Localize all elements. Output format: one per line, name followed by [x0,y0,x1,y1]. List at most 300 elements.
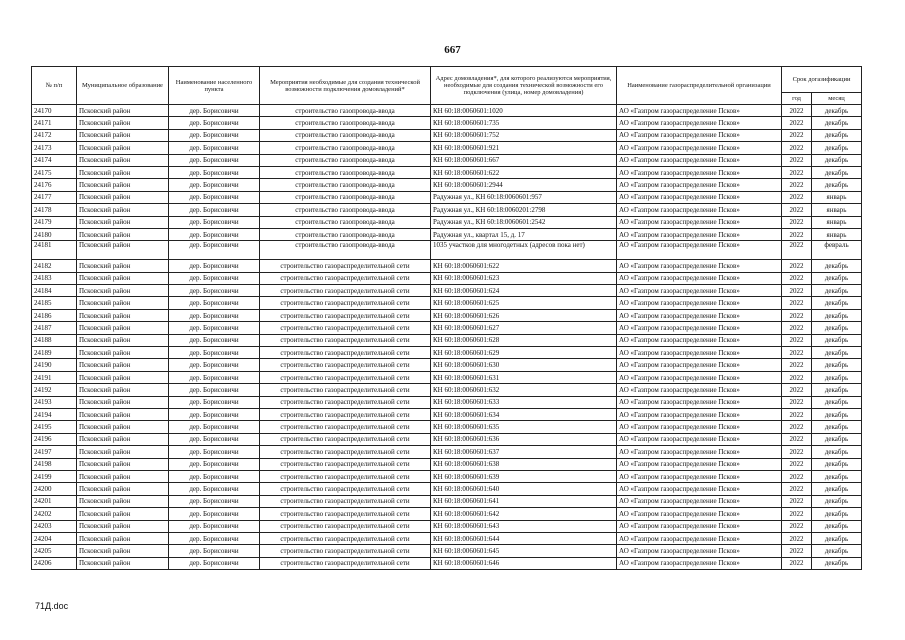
cell-address: КН 60:18:0060601:645 [431,545,617,557]
cell-municipality: Псковский район [77,117,169,129]
cell-settlement: дер. Борисовичи [169,142,260,154]
cell-month: декабрь [812,297,862,309]
cell-year: 2022 [782,260,812,272]
cell-month: декабрь [812,105,862,117]
cell-settlement: дер. Борисовичи [169,179,260,191]
cell-measure: строительство газораспределительной сети [260,285,431,297]
table-row [32,228,862,240]
cell-measure: строительство газораспределительной сети [260,495,431,507]
cell-municipality: Псковский район [77,495,169,507]
cell-num: 24203 [32,520,77,532]
cell-settlement: дер. Борисовичи [169,359,260,371]
cell-measure: строительство газораспределительной сети [260,322,431,334]
cell-year: 2022 [782,129,812,141]
cell-settlement: дер. Борисовичи [169,433,260,445]
cell-year: 2022 [782,241,812,260]
cell-month: декабрь [812,470,862,482]
table-row [32,347,862,359]
cell-address: КН 60:18:0060601:625 [431,297,617,309]
cell-settlement: дер. Борисовичи [169,166,260,178]
table-row [32,545,862,557]
cell-municipality: Псковский район [77,334,169,346]
cell-measure: строительство газораспределительной сети [260,470,431,482]
cell-measure: строительство газопровода-ввода [260,216,431,228]
cell-month: декабрь [812,260,862,272]
cell-municipality: Псковский район [77,154,169,166]
cell-municipality: Псковский район [77,483,169,495]
cell-organization: АО «Газпром газораспределение Псков» [617,216,782,228]
cell-organization: АО «Газпром газораспределение Псков» [617,322,782,334]
cell-settlement: дер. Борисовичи [169,421,260,433]
table-row [32,179,862,191]
cell-measure: строительство газораспределительной сети [260,433,431,445]
cell-num: 24192 [32,384,77,396]
cell-organization: АО «Газпром газораспределение Псков» [617,495,782,507]
cell-year: 2022 [782,117,812,129]
cell-settlement: дер. Борисовичи [169,297,260,309]
cell-measure: строительство газораспределительной сети [260,371,431,383]
cell-num: 24202 [32,508,77,520]
cell-num: 24174 [32,154,77,166]
cell-settlement: дер. Борисовичи [169,272,260,284]
cell-settlement: дер. Борисовичи [169,228,260,240]
cell-num: 24201 [32,495,77,507]
cell-address: КН 60:18:0060601:735 [431,117,617,129]
cell-measure: строительство газораспределительной сети [260,446,431,458]
table-row [32,272,862,284]
cell-municipality: Псковский район [77,408,169,420]
cell-num: 24176 [32,179,77,191]
cell-municipality: Псковский район [77,129,169,141]
cell-municipality: Псковский район [77,359,169,371]
cell-num: 24191 [32,371,77,383]
table-row [32,309,862,321]
cell-year: 2022 [782,322,812,334]
cell-month: декабрь [812,322,862,334]
header-organization: Наименование газораспределительной организации [617,67,782,105]
cell-organization: АО «Газпром газораспределение Псков» [617,204,782,216]
cell-measure: строительство газораспределительной сети [260,297,431,309]
cell-year: 2022 [782,142,812,154]
cell-organization: АО «Газпром газораспределение Псков» [617,557,782,569]
header-measures: Мероприятия необходимые для создания технической возможности подключения домовладений* [260,67,431,105]
cell-organization: АО «Газпром газораспределение Псков» [617,458,782,470]
cell-organization: АО «Газпром газораспределение Псков» [617,396,782,408]
cell-year: 2022 [782,228,812,240]
cell-municipality: Псковский район [77,446,169,458]
header-month: месяц [812,93,862,105]
cell-address: КН 60:18:0060601:642 [431,508,617,520]
cell-measure: строительство газопровода-ввода [260,191,431,203]
cell-num: 24170 [32,105,77,117]
table-row [32,241,862,260]
cell-address: КН 60:18:0060601:638 [431,458,617,470]
header-num: № п/п [32,67,77,105]
cell-municipality: Псковский район [77,458,169,470]
cell-month: декабрь [812,272,862,284]
cell-month: февраль [812,241,862,260]
cell-address: Радужная ул., КН 60:18:0060201:2798 [431,204,617,216]
cell-num: 24178 [32,204,77,216]
table-row [32,154,862,166]
header-year: год [782,93,812,105]
cell-num: 24194 [32,408,77,420]
cell-year: 2022 [782,384,812,396]
cell-organization: АО «Газпром газораспределение Псков» [617,241,782,260]
cell-organization: АО «Газпром газораспределение Псков» [617,446,782,458]
cell-num: 24182 [32,260,77,272]
cell-month: январь [812,216,862,228]
cell-measure: строительство газораспределительной сети [260,458,431,470]
cell-organization: АО «Газпром газораспределение Псков» [617,433,782,445]
cell-num: 24187 [32,322,77,334]
cell-address: КН 60:18:0060601:644 [431,532,617,544]
table-body [32,105,862,570]
cell-organization: АО «Газпром газораспределение Псков» [617,272,782,284]
cell-address: КН 60:18:0060601:632 [431,384,617,396]
cell-month: декабрь [812,433,862,445]
cell-organization: АО «Газпром газораспределение Псков» [617,334,782,346]
table-row [32,334,862,346]
header-address: Адрес домовладения*, для которого реализуются мероприятия, необходимые для создания технической возможности его подключения (улица, номер домовладения) [431,67,617,105]
cell-address: КН 60:18:0060601:1020 [431,105,617,117]
cell-num: 24206 [32,557,77,569]
cell-organization: АО «Газпром газораспределение Псков» [617,371,782,383]
table-row [32,322,862,334]
cell-measure: строительство газопровода-ввода [260,204,431,216]
table-row [32,142,862,154]
cell-num: 24177 [32,191,77,203]
cell-settlement: дер. Борисовичи [169,458,260,470]
cell-municipality: Псковский район [77,347,169,359]
cell-num: 24181 [32,241,77,260]
cell-address: КН 60:18:0060601:633 [431,396,617,408]
cell-month: декабрь [812,117,862,129]
cell-municipality: Псковский район [77,520,169,532]
cell-month: декабрь [812,334,862,346]
table-row [32,520,862,532]
cell-measure: строительство газораспределительной сети [260,532,431,544]
cell-measure: строительство газопровода-ввода [260,129,431,141]
cell-year: 2022 [782,204,812,216]
cell-num: 24171 [32,117,77,129]
cell-organization: АО «Газпром газораспределение Псков» [617,166,782,178]
cell-num: 24188 [32,334,77,346]
cell-settlement: дер. Борисовичи [169,204,260,216]
cell-organization: АО «Газпром газораспределение Псков» [617,285,782,297]
cell-organization: АО «Газпром газораспределение Псков» [617,228,782,240]
cell-organization: АО «Газпром газораспределение Псков» [617,309,782,321]
cell-month: декабрь [812,508,862,520]
table-row [32,260,862,272]
cell-month: декабрь [812,347,862,359]
cell-municipality: Псковский район [77,241,169,260]
cell-municipality: Псковский район [77,508,169,520]
cell-address: КН 60:18:0060601:629 [431,347,617,359]
cell-num: 24197 [32,446,77,458]
table-row [32,371,862,383]
cell-settlement: дер. Борисовичи [169,191,260,203]
cell-year: 2022 [782,458,812,470]
table-row [32,297,862,309]
cell-settlement: дер. Борисовичи [169,129,260,141]
cell-year: 2022 [782,396,812,408]
cell-month: декабрь [812,421,862,433]
cell-month: декабрь [812,458,862,470]
cell-measure: строительство газораспределительной сети [260,408,431,420]
cell-measure: строительство газораспределительной сети [260,334,431,346]
cell-municipality: Псковский район [77,260,169,272]
cell-month: декабрь [812,129,862,141]
cell-settlement: дер. Борисовичи [169,117,260,129]
cell-municipality: Псковский район [77,166,169,178]
table-row [32,166,862,178]
cell-address: КН 60:18:0060601:624 [431,285,617,297]
gasification-table [31,66,862,570]
table-row [32,557,862,569]
cell-organization: АО «Газпром газораспределение Псков» [617,142,782,154]
cell-settlement: дер. Борисовичи [169,260,260,272]
table-row [32,396,862,408]
cell-measure: строительство газопровода-ввода [260,154,431,166]
cell-num: 24195 [32,421,77,433]
cell-num: 24175 [32,166,77,178]
header-municipality: Муниципальное образование [77,67,169,105]
cell-settlement: дер. Борисовичи [169,483,260,495]
table-row [32,495,862,507]
cell-measure: строительство газораспределительной сети [260,545,431,557]
cell-municipality: Псковский район [77,228,169,240]
cell-month: декабрь [812,495,862,507]
table-header [32,67,862,105]
table-row [32,129,862,141]
cell-year: 2022 [782,470,812,482]
cell-year: 2022 [782,408,812,420]
cell-month: январь [812,228,862,240]
cell-organization: АО «Газпром газораспределение Псков» [617,105,782,117]
cell-settlement: дер. Борисовичи [169,371,260,383]
cell-municipality: Псковский район [77,322,169,334]
cell-measure: строительство газораспределительной сети [260,359,431,371]
cell-num: 24205 [32,545,77,557]
cell-organization: АО «Газпром газораспределение Псков» [617,179,782,191]
cell-address: КН 60:18:0060601:641 [431,495,617,507]
cell-settlement: дер. Борисовичи [169,470,260,482]
cell-month: декабрь [812,285,862,297]
cell-municipality: Псковский район [77,371,169,383]
cell-organization: АО «Газпром газораспределение Псков» [617,347,782,359]
cell-num: 24186 [32,309,77,321]
table-row [32,458,862,470]
cell-measure: строительство газораспределительной сети [260,272,431,284]
cell-num: 24204 [32,532,77,544]
cell-municipality: Псковский район [77,105,169,117]
cell-settlement: дер. Борисовичи [169,216,260,228]
cell-address: Радужная ул., КН 60:18:0060601:957 [431,191,617,203]
cell-address: КН 60:18:0060601:752 [431,129,617,141]
cell-year: 2022 [782,371,812,383]
cell-year: 2022 [782,359,812,371]
cell-num: 24199 [32,470,77,482]
cell-organization: АО «Газпром газораспределение Псков» [617,545,782,557]
cell-num: 24173 [32,142,77,154]
cell-settlement: дер. Борисовичи [169,322,260,334]
cell-month: декабрь [812,520,862,532]
cell-municipality: Псковский район [77,396,169,408]
cell-settlement: дер. Борисовичи [169,241,260,260]
cell-month: декабрь [812,142,862,154]
cell-settlement: дер. Борисовичи [169,309,260,321]
cell-address: КН 60:18:0060601:627 [431,322,617,334]
cell-address: КН 60:18:0060601:643 [431,520,617,532]
table-row [32,105,862,117]
footer-filename: 71Д.doc [35,601,69,611]
cell-month: декабрь [812,371,862,383]
cell-num: 24193 [32,396,77,408]
cell-measure: строительство газораспределительной сети [260,557,431,569]
cell-settlement: дер. Борисовичи [169,396,260,408]
cell-month: декабрь [812,545,862,557]
cell-address: КН 60:18:0060601:631 [431,371,617,383]
cell-month: декабрь [812,179,862,191]
cell-organization: АО «Газпром газораспределение Псков» [617,408,782,420]
cell-municipality: Псковский район [77,142,169,154]
table-row [32,204,862,216]
cell-address: КН 60:18:0060601:623 [431,272,617,284]
cell-num: 24180 [32,228,77,240]
cell-organization: АО «Газпром газораспределение Псков» [617,297,782,309]
cell-municipality: Псковский район [77,191,169,203]
cell-month: январь [812,204,862,216]
cell-num: 24172 [32,129,77,141]
cell-month: декабрь [812,557,862,569]
cell-month: декабрь [812,359,862,371]
cell-address: КН 60:18:0060601:622 [431,166,617,178]
cell-year: 2022 [782,545,812,557]
table-row [32,285,862,297]
cell-address: КН 60:18:0060601:921 [431,142,617,154]
cell-address: КН 60:18:0060601:634 [431,408,617,420]
cell-month: декабрь [812,446,862,458]
cell-municipality: Псковский район [77,285,169,297]
cell-address: КН 60:18:0060601:636 [431,433,617,445]
cell-address: КН 60:18:0060601:622 [431,260,617,272]
cell-organization: АО «Газпром газораспределение Псков» [617,260,782,272]
table-row [32,384,862,396]
cell-num: 24200 [32,483,77,495]
cell-measure: строительство газопровода-ввода [260,179,431,191]
cell-month: январь [812,191,862,203]
cell-measure: строительство газораспределительной сети [260,421,431,433]
cell-measure: строительство газораспределительной сети [260,508,431,520]
header-settlement: Наименование населенного пункта [169,67,260,105]
cell-settlement: дер. Борисовичи [169,520,260,532]
cell-measure: строительство газопровода-ввода [260,105,431,117]
cell-year: 2022 [782,508,812,520]
cell-address: Радужная ул., квартал 15, д. 17 [431,228,617,240]
cell-municipality: Псковский район [77,557,169,569]
cell-measure: строительство газопровода-ввода [260,241,431,260]
cell-month: декабрь [812,309,862,321]
cell-address: КН 60:18:0060601:2944 [431,179,617,191]
cell-year: 2022 [782,532,812,544]
cell-settlement: дер. Борисовичи [169,334,260,346]
cell-year: 2022 [782,179,812,191]
cell-settlement: дер. Борисовичи [169,508,260,520]
cell-address: КН 60:18:0060601:640 [431,483,617,495]
cell-year: 2022 [782,297,812,309]
cell-address: КН 60:18:0060601:667 [431,154,617,166]
cell-year: 2022 [782,285,812,297]
cell-month: декабрь [812,408,862,420]
page-number: 667 [444,44,461,56]
cell-num: 24183 [32,272,77,284]
cell-num: 24196 [32,433,77,445]
cell-num: 24198 [32,458,77,470]
cell-municipality: Псковский район [77,433,169,445]
cell-month: декабрь [812,166,862,178]
table-row [32,191,862,203]
cell-organization: АО «Газпром газораспределение Псков» [617,384,782,396]
cell-year: 2022 [782,191,812,203]
cell-organization: АО «Газпром газораспределение Псков» [617,532,782,544]
cell-organization: АО «Газпром газораспределение Псков» [617,421,782,433]
table-row [32,532,862,544]
cell-organization: АО «Газпром газораспределение Псков» [617,191,782,203]
cell-year: 2022 [782,433,812,445]
cell-municipality: Псковский район [77,179,169,191]
table-row [32,446,862,458]
table-row [32,408,862,420]
cell-municipality: Псковский район [77,384,169,396]
cell-organization: АО «Газпром газораспределение Псков» [617,359,782,371]
cell-address: 1035 участков для многодетных (адресов пока нет) [431,241,617,260]
cell-organization: АО «Газпром газораспределение Псков» [617,520,782,532]
cell-settlement: дер. Борисовичи [169,545,260,557]
cell-municipality: Псковский район [77,309,169,321]
cell-organization: АО «Газпром газораспределение Псков» [617,470,782,482]
cell-settlement: дер. Борисовичи [169,105,260,117]
cell-address: КН 60:18:0060601:630 [431,359,617,371]
cell-year: 2022 [782,154,812,166]
cell-municipality: Псковский район [77,532,169,544]
cell-measure: строительство газопровода-ввода [260,117,431,129]
cell-municipality: Псковский район [77,272,169,284]
cell-municipality: Псковский район [77,216,169,228]
cell-municipality: Псковский район [77,470,169,482]
cell-organization: АО «Газпром газораспределение Псков» [617,508,782,520]
cell-measure: строительство газораспределительной сети [260,520,431,532]
cell-organization: АО «Газпром газораспределение Псков» [617,129,782,141]
cell-num: 24185 [32,297,77,309]
header-term: Срок догазификации [782,67,862,93]
cell-settlement: дер. Борисовичи [169,384,260,396]
cell-year: 2022 [782,557,812,569]
cell-num: 24184 [32,285,77,297]
cell-year: 2022 [782,334,812,346]
cell-year: 2022 [782,495,812,507]
cell-month: декабрь [812,532,862,544]
cell-measure: строительство газораспределительной сети [260,260,431,272]
cell-settlement: дер. Борисовичи [169,154,260,166]
cell-year: 2022 [782,520,812,532]
cell-year: 2022 [782,216,812,228]
cell-year: 2022 [782,272,812,284]
cell-year: 2022 [782,421,812,433]
table-row [32,483,862,495]
cell-measure: строительство газораспределительной сети [260,384,431,396]
cell-num: 24190 [32,359,77,371]
